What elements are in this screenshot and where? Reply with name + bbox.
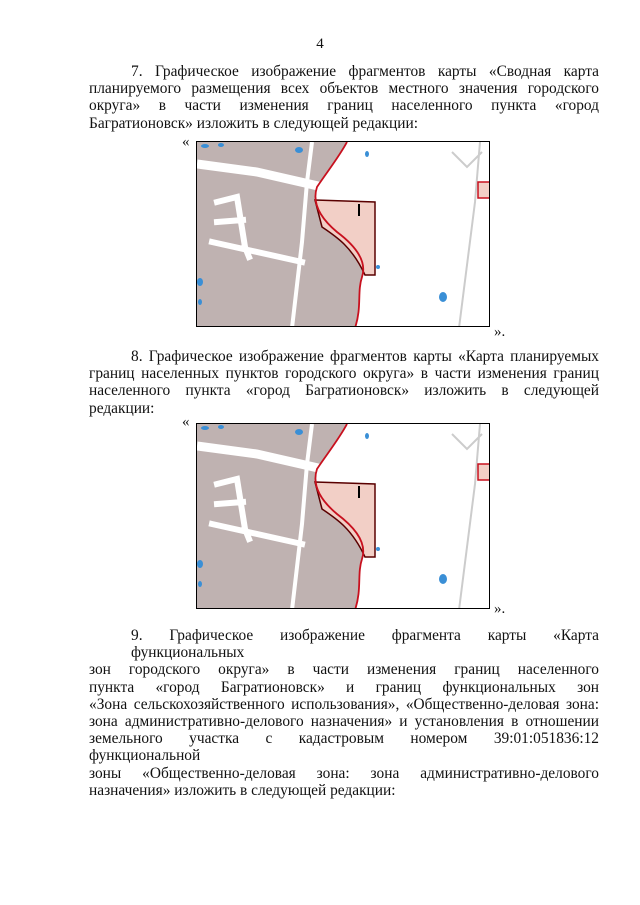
right-roads <box>452 424 482 609</box>
quote-open: « <box>182 134 190 150</box>
small-parcel <box>478 464 490 480</box>
text-line: «Зона сельскохозяйственного использования», «Общественно-деловая зона: <box>89 695 599 713</box>
map-image <box>197 424 490 609</box>
section-8-text <box>89 348 599 417</box>
text-line: 9. Графическое изображение фрагмента карты «Карта функциональных <box>131 627 599 662</box>
quote-close: ». <box>494 324 506 340</box>
text-line: зон городского округа» в части изменения границ населенного <box>89 661 599 679</box>
map-image <box>197 142 490 327</box>
text-line: зона административно-делового назначения» и установления в отношении <box>89 713 599 731</box>
text-line: назначения» изложить в следующей редакции: <box>89 781 396 799</box>
page-number: 4 <box>316 36 324 52</box>
text-line: населенного пункта «город Багратионовск» изложить в следующей <box>89 382 599 400</box>
text-line: земельного участка с кадастровым номером 39:01:051836:12 функциональной <box>89 730 599 765</box>
text-line: редакции: <box>89 399 155 417</box>
map-fragment-1 <box>196 141 490 327</box>
text-line: планируемого размещения всех объектов местного значения городского <box>89 80 599 98</box>
text-line: Багратионовск» изложить в следующей редакции: <box>89 114 418 132</box>
small-parcel <box>478 182 490 198</box>
text-line: 8. Графическое изображение фрагментов карты «Карта планируемых <box>131 348 599 365</box>
text-line: 7. Графическое изображение фрагментов карты «Сводная карта <box>131 63 599 80</box>
quote-close: ». <box>494 601 506 617</box>
text-line: зоны «Общественно-деловая зона: зона административно-делового <box>89 764 599 782</box>
text-line: границ населенных пунктов городского округа» в части изменения границ <box>89 365 599 383</box>
text-line: округа» в части изменения границ населенного пункта «город <box>89 97 599 115</box>
section-7-text <box>89 63 599 132</box>
quote-open: « <box>182 414 190 430</box>
right-roads <box>452 142 482 327</box>
text-line: пункта «город Багратионовск» и границ функциональных зон <box>89 678 599 696</box>
map-fragment-2 <box>196 423 490 609</box>
section-9-text <box>89 627 599 799</box>
